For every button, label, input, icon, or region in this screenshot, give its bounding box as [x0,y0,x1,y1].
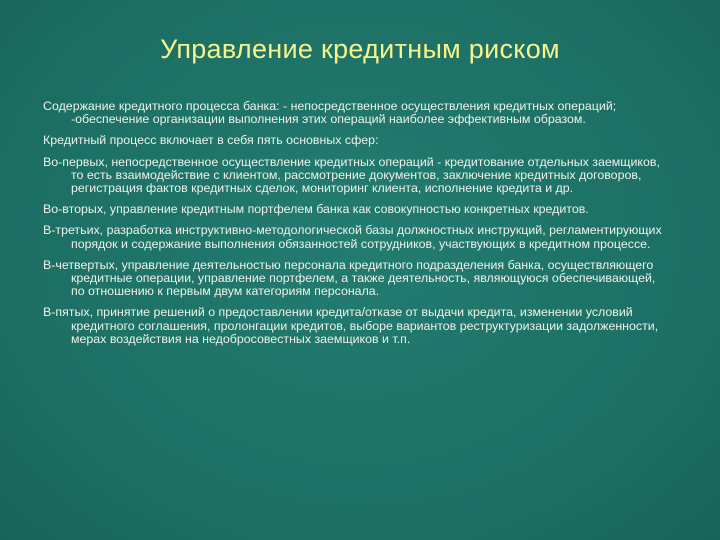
slide-title: Управление кредитным риском [160,34,560,64]
paragraph-third: В-третьих, разработка инструктивно-методологической базы должностных инструкций, регламентирующих порядок и содержание выполнения обязанностей сотрудников, участвующих в кредитном процессе. [43,223,662,251]
paragraph-intro: Содержание кредитного процесса банка: - непосредственное осуществления кредитных операций; -обеспечение организации выполнения этих операций наиболее эффективным образом. [43,99,617,127]
paragraph-first: Во-первых, непосредственное осуществление кредитных операций - кредитование отдельных заемщиков, то есть взаимодействие с клиентом, рассмотрение документов, заключение кредитных договоров, регистрация фактов кредитных сделок, мониторинг клиента, исполнение кредита и др. [43,154,660,196]
paragraph-second: Во-вторых, управление кредитным портфелем банка как совокупностью конкретных кредитов. [43,202,589,217]
paragraph-fourth: В-четвертых, управление деятельностью персонала кредитного подразделения банка, осуществляющего кредитные операции, управление портфелем, а также деятельность, являющуюся обеспечивающей, по отношению к первым двум категориям персонала. [43,257,656,299]
slide-body [43,100,668,354]
paragraph-fifth: В-пятых, принятие решений о предоставлении кредита/отказе от выдачи кредита, изменении условий кредитного соглашения, пролонгации кредитов, выборе вариантов реструктуризации задолженности, мерах воздействия на недобросовестных заемщиков и т.п. [43,305,659,346]
paragraph-spheres: Кредитный процесс включает в себя пять основных сфер: [43,133,379,148]
